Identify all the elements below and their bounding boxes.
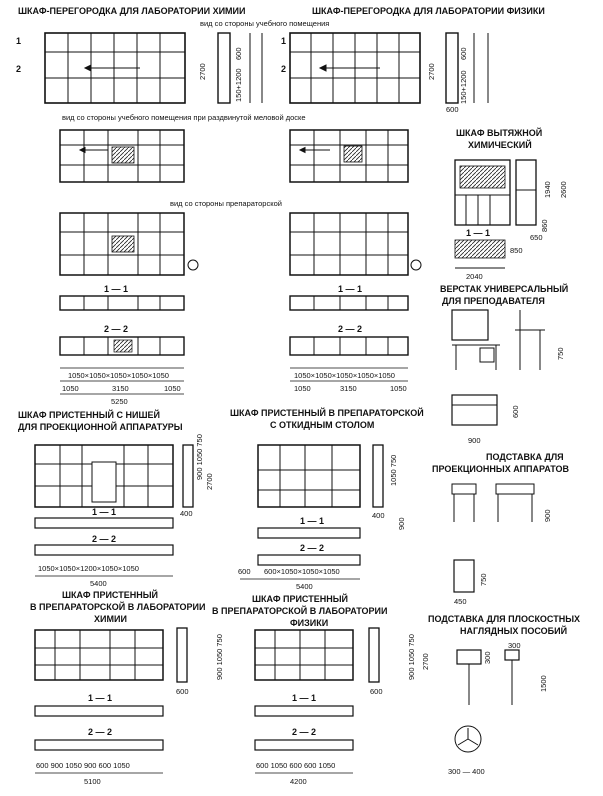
flat-dim-1500: 1500: [539, 675, 548, 692]
stand-dim-900: 900: [543, 509, 552, 522]
title-prep-table-1: ШКАФ ПРИСТЕННЫЙ В ПРЕПАРАТОРСКОЙ: [230, 408, 424, 418]
chem-total: 5250: [111, 397, 128, 406]
wall-chem-row: 600 900 1050 900 600 1050: [36, 761, 130, 770]
dim-150-1200-a: 150+1200: [234, 68, 243, 102]
dim-1940: 1940: [543, 181, 552, 198]
niche-row: 1050×1050×1200×1050×1050: [38, 564, 139, 573]
dim-2600: 2600: [559, 181, 568, 198]
wall-phys-total: 4200: [290, 777, 307, 786]
wall-phys-dim-2700: 2700: [421, 653, 430, 670]
section-mark-2: 2: [16, 64, 22, 74]
title-fume-hood-1: ШКАФ ВЫТЯЖНОЙ: [456, 128, 543, 138]
title-wall-phys-1: ШКАФ ПРИСТЕННЫЙ: [252, 594, 348, 604]
flat-dim-300b: 300: [508, 641, 521, 650]
wall-chem-dim-v: 900 1050 750: [215, 634, 224, 680]
dim-150-1200-b: 150+1200: [459, 70, 468, 104]
title-niche-1: ШКАФ ПРИСТЕННЫЙ С НИШЕЙ: [18, 410, 160, 420]
prep-dim-v: 1050 750: [389, 454, 398, 486]
title-phys-partition: ШКАФ-ПЕРЕГОРОДКА ДЛЯ ЛАБОРАТОРИИ ФИЗИКИ: [312, 6, 545, 16]
wall-phys-elevation: [255, 628, 379, 773]
title-bench-2: ДЛЯ ПРЕПОДАВАТЕЛЯ: [442, 296, 545, 306]
niche-section-11: 1 — 1: [92, 507, 117, 517]
dim-2040: 2040: [466, 272, 483, 281]
wall-phys-dim-600: 600: [370, 687, 383, 696]
fume-hood-drawing: [455, 160, 536, 268]
wall-chem-dim-600: 600: [176, 687, 189, 696]
bench-drawing: [452, 310, 545, 425]
dim-2700-b: 2700: [427, 63, 436, 80]
chem-row2b: 3150: [112, 384, 129, 393]
prep-row-a: 600: [238, 567, 251, 576]
prep-dim-400: 400: [372, 511, 385, 520]
flat-dim-300-400: 300 — 400: [448, 767, 485, 776]
chem-section-22: 2 — 2: [104, 324, 129, 334]
section-mark-1: 1: [16, 36, 22, 46]
phys-board-view: [290, 130, 408, 182]
dim-2700-a: 2700: [198, 63, 207, 80]
phys-row2c: 1050: [390, 384, 407, 393]
dim-860: 860: [540, 219, 549, 232]
wall-chem-total: 5100: [84, 777, 101, 786]
wall-chem-section-22: 2 — 2: [88, 727, 113, 737]
title-stand-flat-1: ПОДСТАВКА ДЛЯ ПЛОСКОСТНЫХ: [428, 614, 581, 624]
dim-600-b: 600: [459, 47, 468, 60]
title-wall-chem-3: ХИМИИ: [94, 614, 127, 624]
dim-900-bench: 900: [468, 436, 481, 445]
chem-board-view: [60, 130, 184, 182]
prep-total: 5400: [296, 582, 313, 591]
wall-chem-section-11: 1 — 1: [88, 693, 113, 703]
projector-stand-drawing: [452, 484, 534, 592]
prep-section-22: 2 — 2: [300, 543, 325, 553]
title-fume-hood-2: ХИМИЧЕСКИЙ: [468, 140, 532, 150]
title-wall-phys-2: В ПРЕПАРАТОРСКОЙ В ЛАБОРАТОРИИ: [212, 606, 388, 616]
chem-partition-classroom-view: [45, 33, 185, 103]
title-bench-1: ВЕРСТАК УНИВЕРСАЛЬНЫЙ: [440, 284, 569, 294]
flat-dim-300a: 300: [483, 651, 492, 664]
chem-row2a: 1050: [62, 384, 79, 393]
caption-classroom-view: вид со стороны учебного помещения: [200, 19, 330, 28]
title-stand-flat-2: НАГЛЯДНЫХ ПОСОБИЙ: [460, 626, 568, 636]
prep-table-cabinet-elevation: [240, 445, 383, 579]
phys-row1: 1050×1050×1050×1050×1050: [294, 371, 395, 380]
caption-prep-view: вид со стороны препараторской: [170, 199, 282, 208]
chem-prep-view: [60, 213, 198, 275]
wall-phys-section-22: 2 — 2: [292, 727, 317, 737]
prep-row-b: 600×1050×1050×1050: [264, 567, 340, 576]
niche-dim-v: 900 1050 750: [195, 434, 204, 480]
dim-850: 850: [510, 246, 523, 255]
niche-dim-400: 400: [180, 509, 193, 518]
dim-600-c: 600: [446, 105, 459, 114]
chem-row2c: 1050: [164, 384, 181, 393]
prep-dim-900: 900: [397, 517, 406, 530]
section-mark-2b: 2: [281, 64, 287, 74]
chem-section-11: 1 — 1: [104, 284, 129, 294]
title-chem-partition: ШКАФ-ПЕРЕГОРОДКА ДЛЯ ЛАБОРАТОРИИ ХИМИИ: [18, 6, 246, 16]
niche-dim-2700: 2700: [205, 473, 214, 490]
wall-phys-dim-v: 900 1050 750: [407, 634, 416, 680]
title-niche-2: ДЛЯ ПРОЕКЦИОННОЙ АППАРАТУРЫ: [18, 422, 183, 432]
wall-phys-section-11: 1 — 1: [292, 693, 317, 703]
phys-section-22: 2 — 2: [338, 324, 363, 334]
dim-600-a: 600: [234, 47, 243, 60]
prep-section-11: 1 — 1: [300, 516, 325, 526]
dim-600-bench: 600: [511, 405, 520, 418]
title-wall-chem-2: В ПРЕПАРАТОРСКОЙ В ЛАБОРАТОРИИ: [30, 602, 206, 612]
stand-dim-450: 450: [454, 597, 467, 606]
flat-aids-stand-drawing: [455, 650, 519, 752]
phys-section-11: 1 — 1: [338, 284, 363, 294]
phys-row2b: 3150: [340, 384, 357, 393]
wall-phys-row: 600 1050 600 600 1050: [256, 761, 336, 770]
niche-total: 5400: [90, 579, 107, 588]
dim-750-bench: 750: [556, 347, 565, 360]
chem-row1: 1050×1050×1050×1050×1050: [68, 371, 169, 380]
phys-prep-view: [290, 213, 421, 275]
title-stand-proj-1: ПОДСТАВКА ДЛЯ: [486, 452, 564, 462]
phys-partition-classroom-view: [290, 33, 420, 103]
title-wall-chem-1: ШКАФ ПРИСТЕННЫЙ: [62, 590, 158, 600]
title-stand-proj-2: ПРОЕКЦИОННЫХ АППАРАТОВ: [432, 464, 570, 474]
niche-section-22: 2 — 2: [92, 534, 117, 544]
dim-650: 650: [530, 233, 543, 242]
caption-board-view: вид со стороны учебного помещения при раздвинутой меловой доске: [62, 113, 306, 122]
stand-dim-750: 750: [479, 573, 488, 586]
phys-row2a: 1050: [294, 384, 311, 393]
title-wall-phys-3: ФИЗИКИ: [290, 618, 329, 628]
title-prep-table-2: С ОТКИДНЫМ СТОЛОМ: [270, 420, 375, 430]
fume-section-11: 1 — 1: [466, 228, 491, 238]
section-mark-1b: 1: [281, 36, 287, 46]
